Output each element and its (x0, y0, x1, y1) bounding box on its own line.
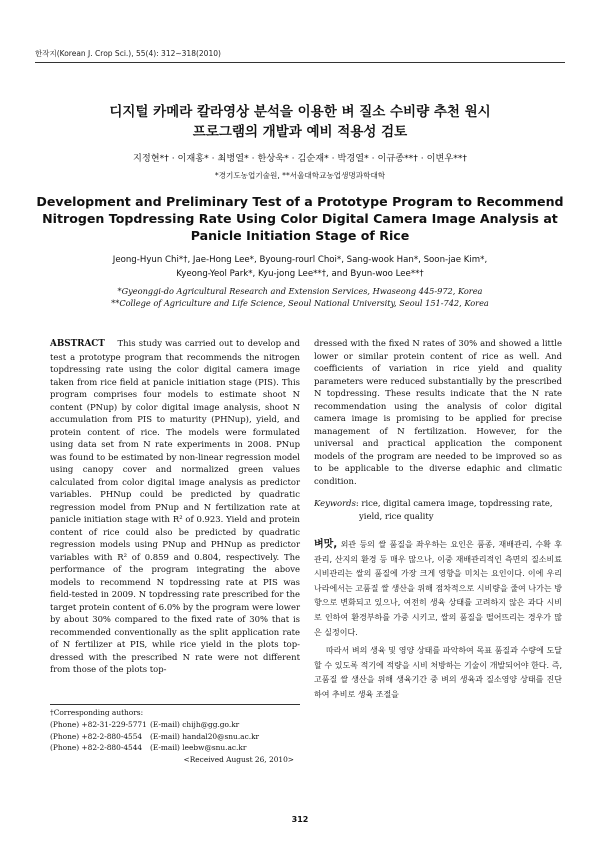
keywords-line: yield, rice quality (359, 510, 434, 521)
english-authors (40, 253, 560, 281)
abstract-heading: ABSTRACT (50, 339, 105, 349)
english-affiliation-line: *Gyeonggi-do Agricultural Research and Extension Services, Hwaseong 445-972, Korea (117, 286, 483, 296)
english-title-line: Nitrogen Topdressing Rate Using Color Digital Camera Image Analysis at (42, 211, 558, 226)
abstract-text: This study was carried out to develop and test a prototype program that recommends the nitrogen topdressing rate using the color digital camera image taken from rice field at panicle initiation stage (PIS). This program comprises four models to estimate shoot N content (PNup) by color digital image analysis, shoot N accumulation from PIS to maturity (PHNup), yield, and protein content of rice. The models were formulated using data set from N rate experiments in 2008. PNup was found to be estimated by non-linear regression model using canopy cover and normalized green values calculated from color digital image analysis as predictor variables. PHNup could be predicted by quadratic regression model from PNup and N fertilization rate at panicle initiation stage with R² of 0.923. Yield and protein content of rice could also be predicted by quadratic regression models using PNup and PHNup as predictor variables with R² of 0.859 and 0.804, respectively. The performance of the program integrating the above models to recommend N topdressing rate at PIS was field-tested in 2009. N topdressing rate prescribed for the target protein content of 6.0% by the program were lower by about 30% compared to the fixed rate of 30% that is recommended conventionally as the split application rate of N fertilizer at PIS, while rice yield in the plots top-dressed with the prescribed N rate were not different from those of the plots top- (50, 338, 300, 674)
footnote-contact-row (50, 742, 300, 754)
page-number: 312 (291, 815, 309, 824)
korean-affiliations: *경기도농업기술원, **서울대학교농업생명과학대학 (214, 171, 386, 180)
korean-authors: 지정현*† · 이재홍* · 최병열* · 한상욱* · 김순재* · 박경열* · 이규종**† · 이변우**† (132, 153, 468, 164)
received-date: <Received August 26, 2010> (183, 755, 294, 765)
english-title-line: Development and Preliminary Test of a Prototype Program to Recommend (36, 194, 564, 209)
journal-header: 한작지(Korean J. Crop Sci.), 55(4): 312~318(2010) (35, 48, 565, 63)
body-lead-word: 벼맛, (314, 539, 338, 550)
abstract-text-continued: dressed with the fixed N rates of 30% and showed a little lower or similar protein content of rice as well. And coefficients of variation in rice yield and quality parameters were reduced substantially by the prescribed N topdressing. These results indicate that the N rate recommendation using the analysis of color digital camera image is promising to be applied for precise management of N fertilization. However, for the universal and practical application the component models of the program are needed to be improved so as to be applicable to the diverse edaphic and climatic condition. (314, 338, 562, 486)
korean-body (314, 538, 562, 703)
phone-number: (Phone) +82-2-880-4554 (50, 731, 143, 741)
english-affiliation-line: **College of Agriculture and Life Science, Seoul National University, Seoul 151-742, Korea (111, 298, 489, 308)
english-authors-line: Jeong-Hyun Chi*†, Jae-Hong Lee*, Byoung-rourl Choi*, Sang-wook Han*, Soon-jae Kim*, (112, 255, 488, 265)
email-address: (E-mail) handal20@snu.ac.kr (150, 731, 260, 741)
keywords-label: Keywords (314, 498, 356, 508)
english-title (30, 193, 570, 244)
korean-title-line: 디지털 카메라 칼라영상 분석을 이용한 벼 질소 수비량 추천 원시 (109, 104, 491, 120)
keywords-line: : rice, digital camera image, topdressing rate, (355, 498, 553, 508)
korean-title-line: 프로그램의 개발과 예비 적용성 검토 (192, 124, 408, 140)
footnote-contact-row (50, 719, 300, 731)
email-address: (E-mail) chijh@gg.go.kr (150, 719, 240, 729)
english-title-line: Panicle Initiation Stage of Rice (190, 228, 410, 243)
phone-number: (Phone) +82-31-229-5771 (50, 719, 147, 729)
body-paragraph: 외관 등의 쌀 품질을 좌우하는 요인은 품종, 재배관리, 수확 후 관리, 산지의 환경 등 매우 많으나, 이중 재배관리적인 측면의 질소비료 시비관리는 쌀의 품질에 가장 크게 영향을 미치는 요인이다. 이에 우리나라에서는 고품질 쌀 생산을 위해 점차적으로 시비량을 줄여 나가는 방향으로 변화되고 있으나, 여전히 생육 상태를 고려하지 않은 과다 시비로 인하여 환경부하를 가중 시키고, 쌀의 품질을 떨어뜨리는 경우가 많은 실정이다. (314, 540, 562, 637)
english-affiliations (40, 285, 560, 309)
phone-number: (Phone) +82-2-880-4544 (50, 743, 143, 753)
korean-title (40, 102, 560, 142)
footnote-contact-row (50, 731, 300, 743)
footnote-title: †Corresponding authors: (50, 708, 144, 717)
corresponding-authors-footnote (50, 704, 300, 766)
email-address: (E-mail) leebw@snu.ac.kr (150, 743, 247, 753)
keywords (314, 497, 562, 522)
right-column (314, 337, 562, 707)
body-paragraph: 따라서 벼의 생육 및 영양 상태를 파악하여 목표 품질과 수량에 도달할 수 있도록 적기에 적량을 시비 처방하는 기술이 개발되어야 한다. 즉, 고품질 쌀 생산을 위해 생육기간 중 벼의 생육과 질소영양 상태를 진단하여 추비로 생육 조절을 (314, 646, 562, 699)
abstract-left-column (50, 337, 300, 676)
english-authors-line: Kyeong-Yeol Park*, Kyu-jong Lee**†, and Byun-woo Lee**† (176, 269, 424, 279)
